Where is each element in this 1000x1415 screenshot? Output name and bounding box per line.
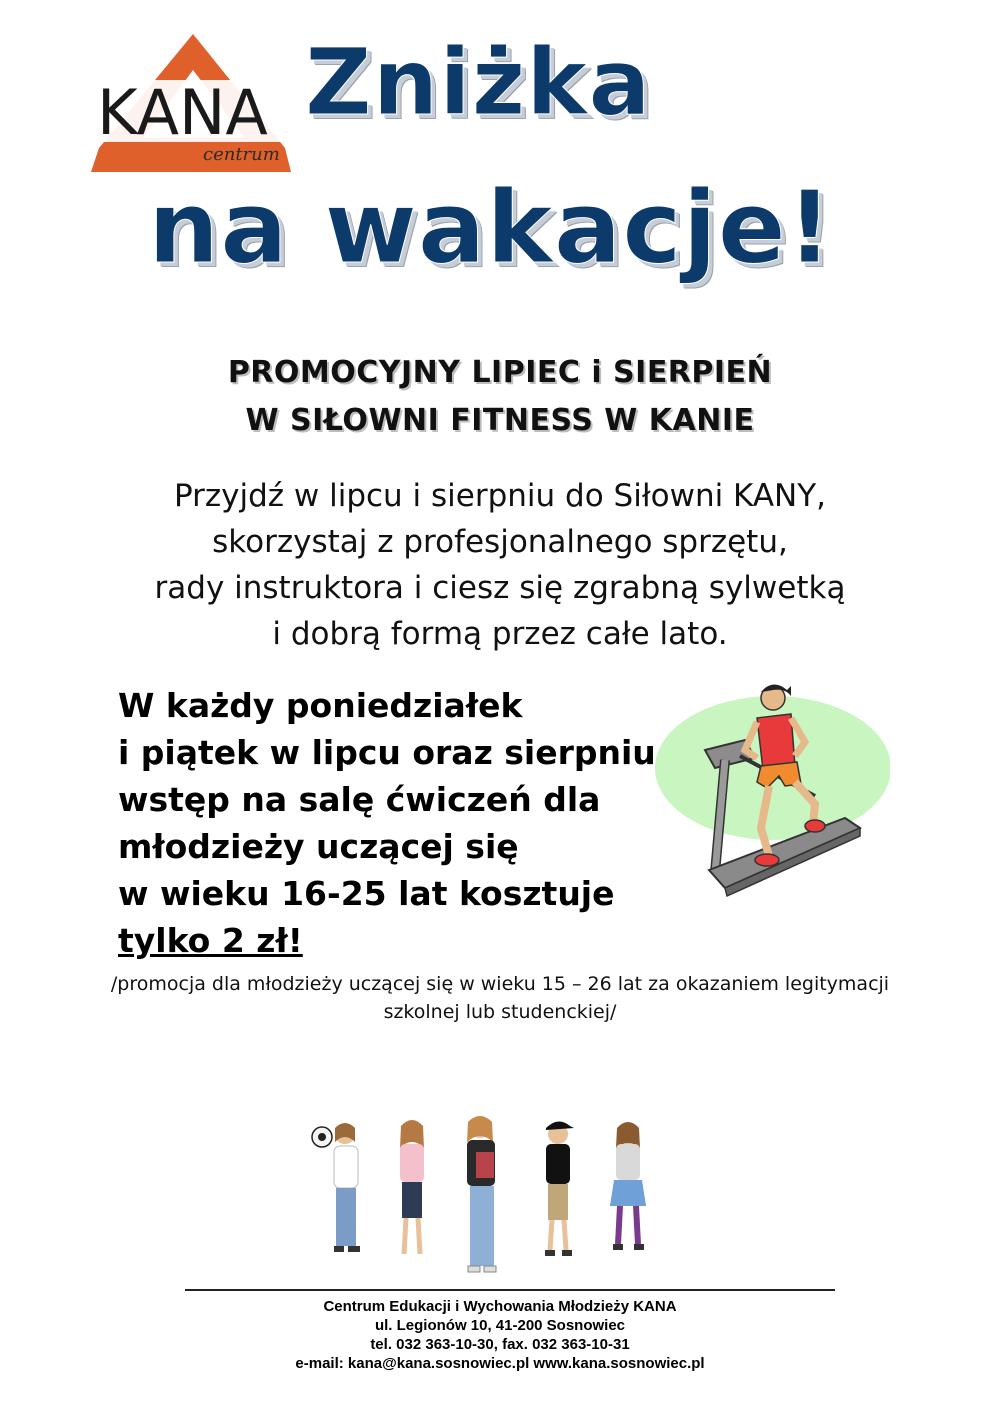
headline-line-2: na wakacje! bbox=[148, 169, 834, 286]
offer-line-4: młodzieży uczącej się bbox=[118, 827, 519, 866]
footer-contact: e-mail: kana@kana.sosnowiec.pl www.kana.sosnowiec.pl bbox=[295, 1355, 705, 1372]
teen-figure-1 bbox=[312, 1123, 360, 1252]
promo-heading-2: W SIŁOWNI FITNESS W KANIE bbox=[245, 403, 755, 438]
footer-organization: Centrum Edukacji i Wychowania Młodzieży KANA bbox=[323, 1298, 677, 1315]
teen-figure-4 bbox=[545, 1121, 574, 1256]
footer-address: ul. Legionów 10, 41-200 Sosnowiec bbox=[374, 1317, 626, 1334]
promo-note-line-1: /promocja dla młodzieży uczącej się w wieku 15 – 26 lat za okazaniem legitymacji bbox=[110, 973, 890, 995]
treadmill-runner-illustration bbox=[645, 678, 890, 903]
intro-line-2: skorzystaj z profesjonalnego sprzętu, bbox=[212, 524, 788, 560]
offer-line-1: W każdy poniedziałek bbox=[118, 686, 523, 725]
offer-line-2: i piątek w lipcu oraz sierpniu bbox=[118, 733, 656, 772]
headline-line-1: Zniżka bbox=[305, 29, 652, 136]
footer-phone: tel. 032 363-10-30, fax. 032 363-10-31 bbox=[370, 1336, 630, 1353]
intro-line-1: Przyjdź w lipcu i sierpniu do Siłowni KANY, bbox=[173, 478, 827, 514]
teen-figure-2 bbox=[400, 1120, 424, 1254]
logo-sub-text: centrum bbox=[203, 144, 280, 165]
offer-price: tylko 2 zł! bbox=[118, 921, 303, 960]
logo-main-text: KANA bbox=[97, 76, 268, 149]
teen-figure-3 bbox=[467, 1116, 496, 1272]
intro-line-4: i dobrą formą przez całe lato. bbox=[272, 616, 728, 652]
offer-line-5: w wieku 16-25 lat kosztuje bbox=[118, 874, 615, 913]
intro-line-3: rady instruktora i ciesz się zgrabną sylwetką bbox=[154, 570, 846, 606]
promo-heading-1: PROMOCYJNY LIPIEC i SIERPIEŃ bbox=[227, 355, 773, 390]
footer-divider bbox=[185, 1289, 835, 1291]
teen-figure-5 bbox=[610, 1122, 646, 1250]
kana-logo bbox=[85, 30, 295, 180]
promo-note-line-2: szkolnej lub studenckiej/ bbox=[383, 1001, 617, 1023]
group-of-teenagers-photo bbox=[300, 1112, 660, 1287]
offer-line-3: wstęp na salę ćwiczeń dla bbox=[118, 780, 601, 819]
